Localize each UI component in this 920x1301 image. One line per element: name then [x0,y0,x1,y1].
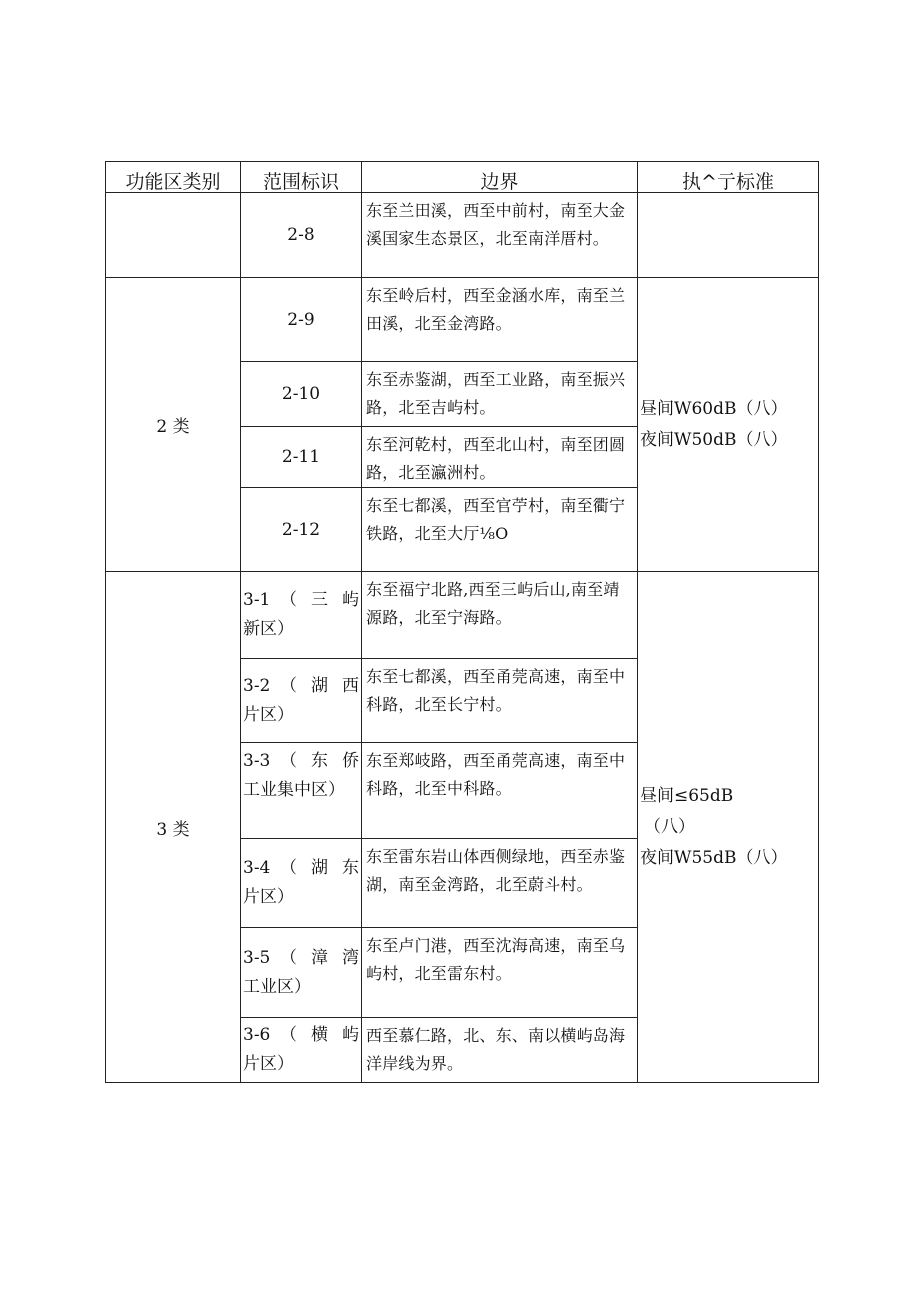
range-id-line: 工业区） [243,976,311,997]
boundary-text: 东至七都溪，西至甬莞高速，南至中科路，北至长宁村。 [362,659,638,743]
boundary-text: 东至福宁北路,西至三屿后山,南至靖源路，北至宁海路。 [362,572,638,659]
range-id: 2-9 [241,278,362,362]
boundary-text: 东至雷东岩山体西侧绿地，西至赤鉴湖，南至金湾路，北至蔚斗村。 [362,839,638,928]
boundary-text: 东至赤鉴湖，西至工业路，南至振兴路，北至吉屿村。 [362,362,638,427]
header-standard: 执^亍标准 [638,162,819,193]
boundary-text: 东至兰田溪，西至中前村，南至大金溪国家生态景区，北至南洋厝村。 [362,193,638,278]
table-row [106,193,819,278]
range-id-line: 3-5 （ 漳 湾 [243,947,359,968]
category-cell: 3 类 [106,572,241,1083]
header-category: 功能区类别 [106,162,241,193]
range-id [241,928,362,1018]
range-id: 2-10 [241,362,362,427]
range-id: 2-12 [241,488,362,572]
standard-cell [638,572,819,1083]
range-id [241,743,362,839]
header-row [106,162,819,193]
standard-line: 夜间W50dB（八） [640,429,788,450]
range-id: 2-11 [241,427,362,488]
range-id-line: 工业集中区） [243,780,345,800]
range-id [241,839,362,928]
range-id-line: 3-3 （ 东 侨 [243,751,359,771]
range-id-line: 3-2 （ 湖 西 [243,675,359,696]
range-id [241,572,362,659]
standard-line: 昼间≤65dB [640,785,734,806]
standard-line: 夜间W55dB（八） [640,847,788,868]
category-cell: 2 类 [106,278,241,572]
table-row [106,572,819,659]
range-id [241,1018,362,1083]
boundary-text: 东至卢门港，西至沈海高速，南至乌屿村，北至雷东村。 [362,928,638,1018]
range-id [241,659,362,743]
category-cell [106,193,241,278]
range-id-line: 3-4 （ 湖 东 [243,858,359,878]
boundary-text: 东至河乾村，西至北山村，南至团圆路，北至瀛洲村。 [362,427,638,488]
range-id-line: 片区） [243,704,294,725]
header-boundary: 边界 [362,162,638,193]
header-range-id: 范围标识 [241,162,362,193]
boundary-text: 西至慕仁路，北、东、南以横屿岛海洋岸线为界。 [362,1018,638,1083]
range-id-line: 片区） [243,887,294,907]
range-id-line: 新区） [243,619,294,639]
boundary-text: 东至岭后村，西至金涵水库，南至兰田溪，北至金湾路。 [362,278,638,362]
standard-line: （八） [644,816,695,837]
standard-cell [638,278,819,572]
range-id-line: 3-1 （ 三 屿 [243,590,359,610]
range-id: 2-8 [241,193,362,278]
standard-line: 昼间W60dB（八） [640,398,788,419]
range-id-line: 3-6 （ 横 屿 [243,1025,359,1045]
range-id-line: 片区） [243,1054,294,1074]
standard-cell [638,193,819,278]
boundary-text: 东至郑岐路，西至甬莞高速，南至中科路，北至中科路。 [362,743,638,839]
boundary-text: 东至七都溪，西至官苧村，南至衢宁铁路，北至大厅⅛O [362,488,638,572]
zone-table [105,161,819,1083]
table-row [106,278,819,362]
